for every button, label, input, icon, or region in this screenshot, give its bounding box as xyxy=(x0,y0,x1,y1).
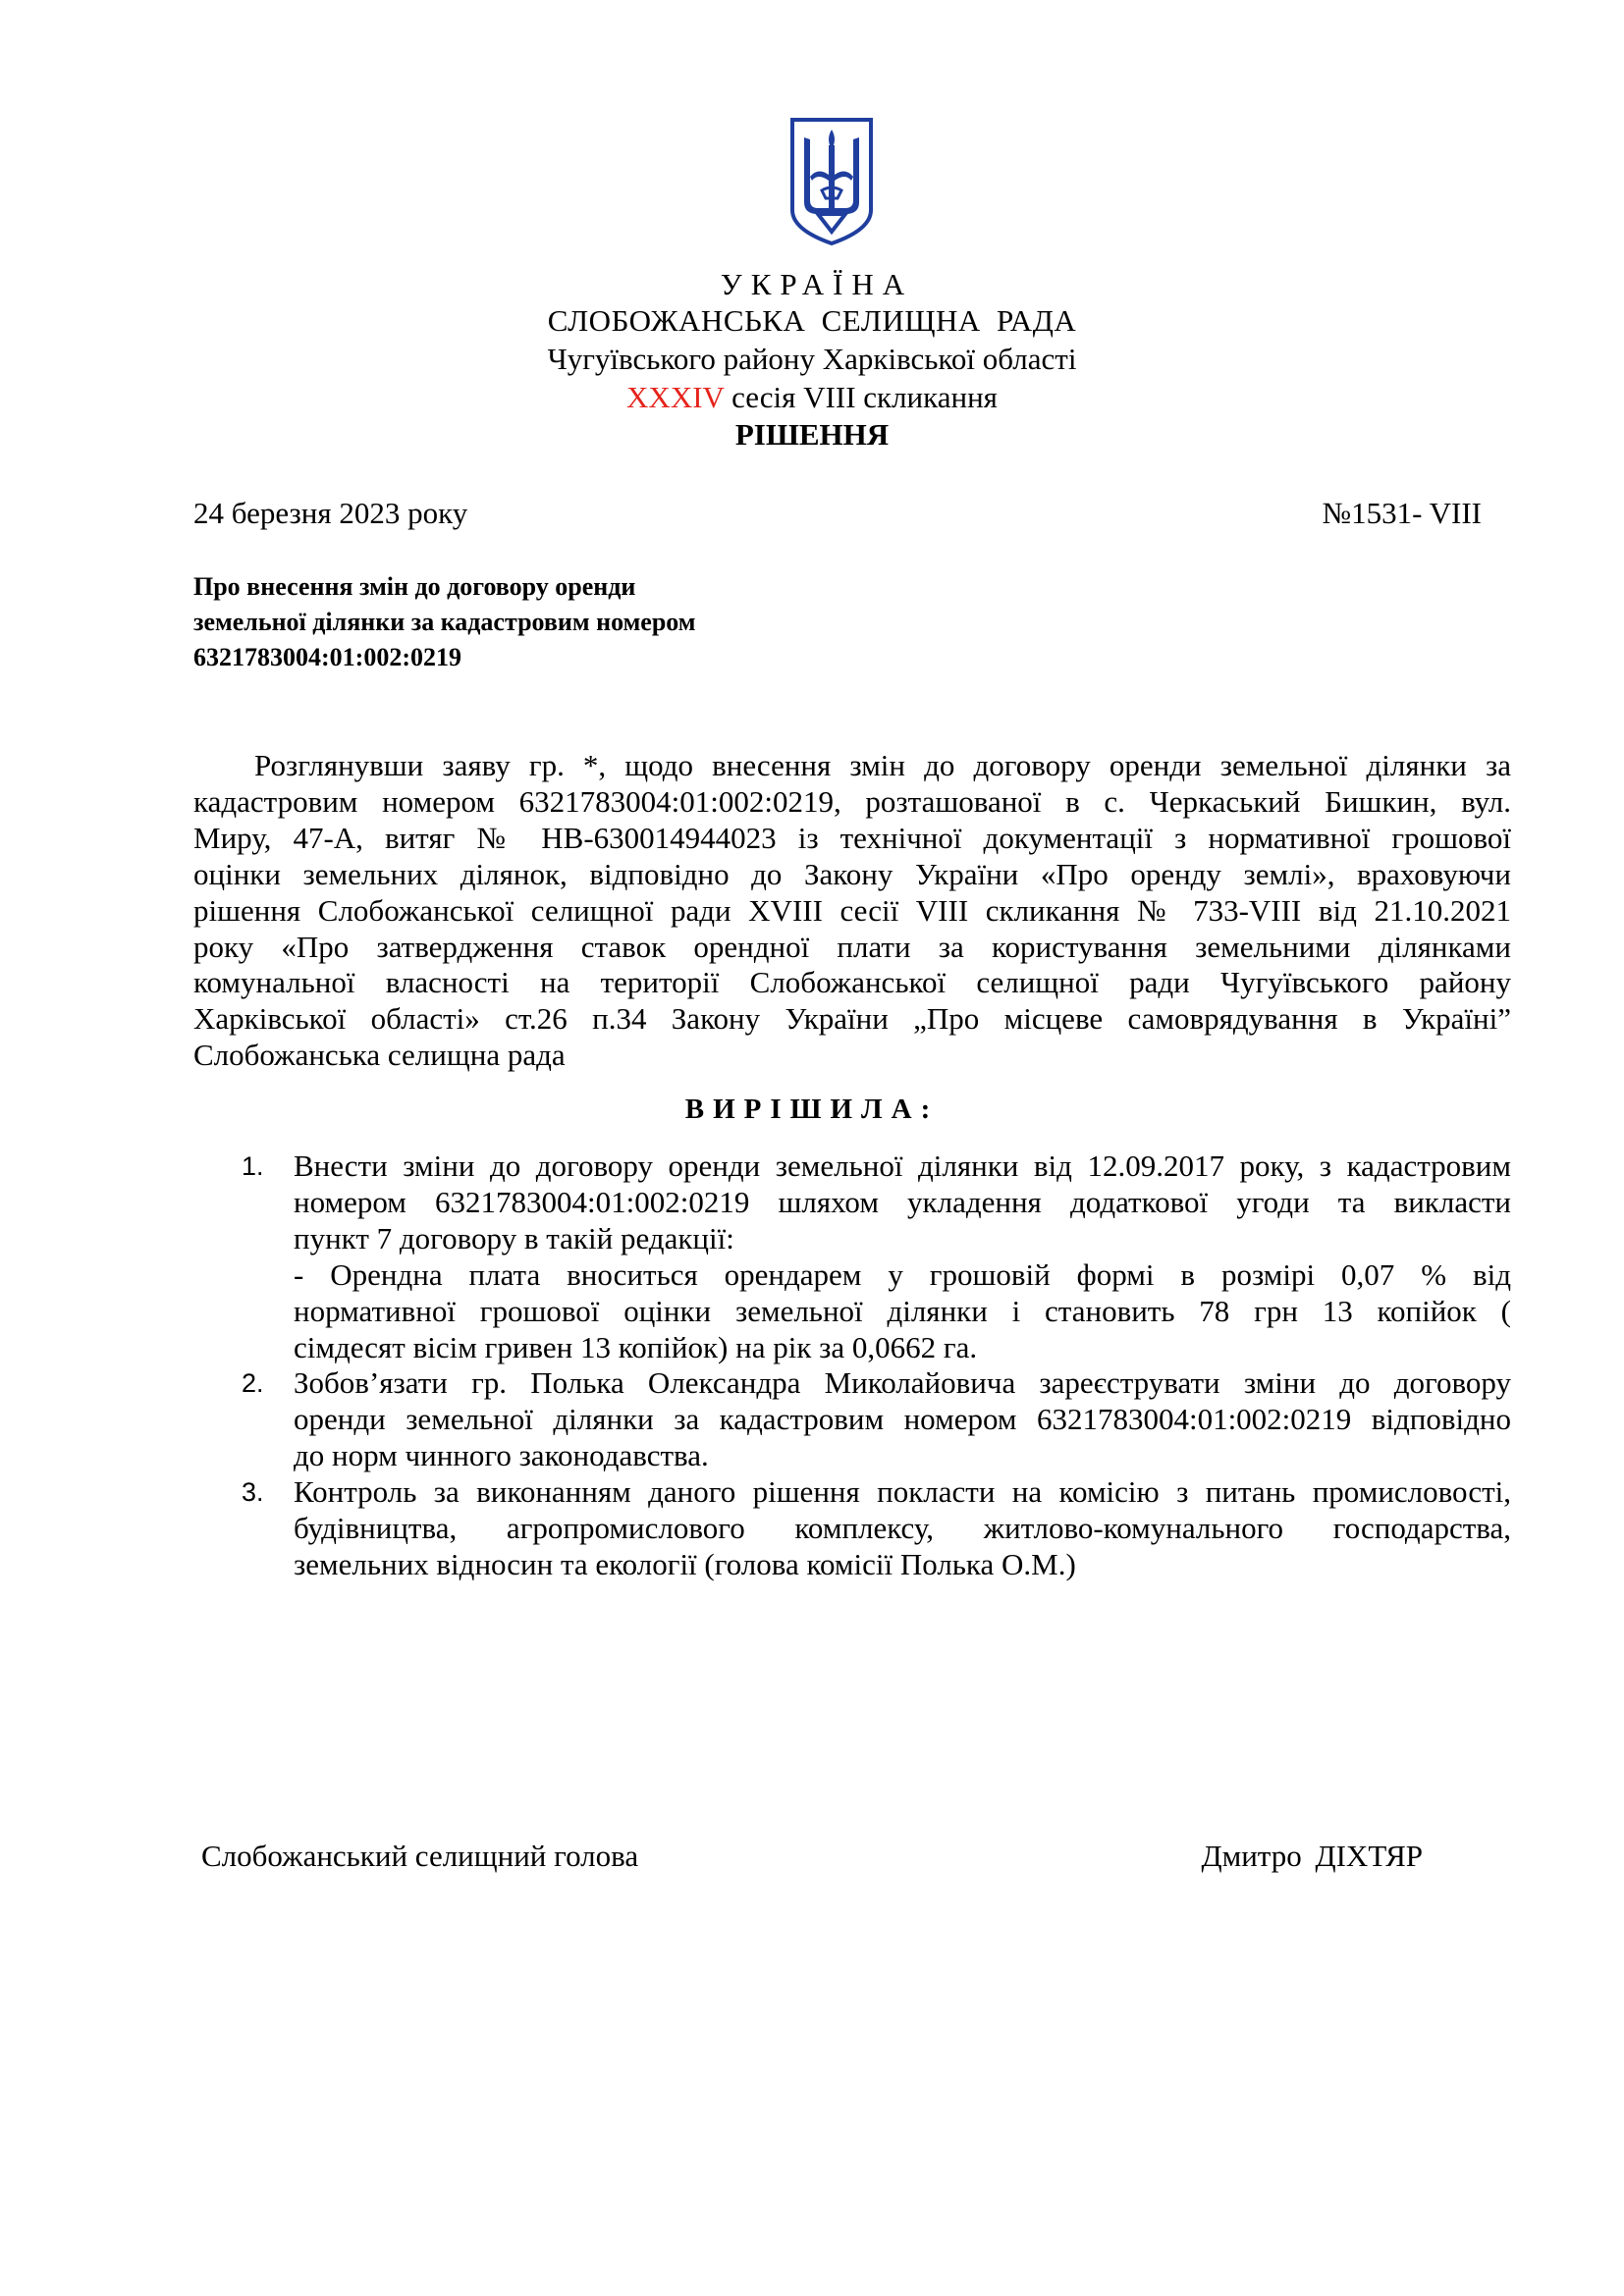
header-session xyxy=(0,380,1624,415)
preamble-line: року «Про затвердження ставок орендної плати за користування земельними ділянками xyxy=(193,929,1511,964)
preamble-line: оцінки земельних ділянок, відповідно до Закону України «Про оренду землі», враховуючи xyxy=(193,856,1511,891)
signature-title: Слобожанський селищний голова xyxy=(201,1839,639,1873)
item-line: Контроль за виконанням даного рішення покласти на комісію з питань промисловості, xyxy=(294,1474,1511,1510)
item-line: земельних відносин та екології (голова комісії Полька О.М.) xyxy=(294,1546,1076,1581)
item-line: будівництва, агропромислового комплексу, житлово-комунального господарства, xyxy=(294,1511,1511,1546)
preamble-line: Слобожанська селищна рада xyxy=(193,1038,566,1073)
item-line: Внести зміни до договору оренди земельної ділянки від 12.09.2017 року, з кадастровим xyxy=(294,1148,1511,1183)
subject-line: земельної ділянки за кадастровим номером xyxy=(193,608,696,636)
item-line: нормативної грошової оцінки земельної ділянки і становить 78 грн 13 копійок ( xyxy=(294,1293,1511,1328)
item-line: оренди земельної ділянки за кадастровим номером 6321783004:01:002:0219 відповідно xyxy=(294,1402,1511,1437)
decision-number: №1531- VIII xyxy=(1322,496,1482,530)
document-type-title: РІШЕННЯ xyxy=(734,417,890,452)
header-country: УКРАЇНА xyxy=(720,267,914,301)
preamble-line: комунальної власності на території Слобожанської селищної ради Чугуївського району xyxy=(193,965,1511,1000)
list-item xyxy=(242,1148,1511,1365)
list-item xyxy=(242,1365,1511,1474)
item-line: до норм чинного законодавства. xyxy=(294,1438,709,1473)
preamble-line: Миру, 47-А, витяг № НВ-630014944023 із технічної документації з нормативної грошової xyxy=(193,820,1511,855)
item-number: 3. xyxy=(242,1477,264,1508)
decision-items xyxy=(242,1148,1511,1583)
item-line: пункт 7 договору в такій редакції: xyxy=(294,1220,734,1255)
list-item xyxy=(242,1474,1511,1583)
item-number: 1. xyxy=(242,1151,264,1181)
session-number: XXXIV xyxy=(626,380,725,414)
decision-date: 24 березня 2023 року xyxy=(193,496,468,530)
subject-line: 6321783004:01:002:0219 xyxy=(193,643,461,671)
preamble-line: Розглянувши заяву гр. *, щодо внесення змін до договору оренди земельної ділянки за xyxy=(254,748,1511,782)
header-district: Чугуївського району Харківської області xyxy=(547,342,1077,376)
item-number: 2. xyxy=(242,1368,264,1399)
item-line: сімдесят вісім гривен 13 копійок) на рік за 0,0662 га. xyxy=(294,1329,978,1364)
decision-subject xyxy=(193,569,881,675)
resolved-heading: ВИРІШИЛА: xyxy=(684,1094,940,1125)
header-council: СЛОБОЖАНСЬКА СЕЛИЩНА РАДА xyxy=(547,303,1077,338)
session-text: сесія VIII скликання xyxy=(724,380,998,414)
item-line: Зобов’язати гр. Полька Олександра Миколайовича зареєструвати зміни до договору xyxy=(294,1365,1511,1401)
preamble-line: рішення Слобожанської селищної ради XVIII сесії VIII скликання № 733-VIII від 21.10.2021 xyxy=(193,892,1511,928)
signature-name: Дмитро ДІХТЯР xyxy=(1201,1839,1423,1873)
preamble-paragraph xyxy=(193,748,1511,1074)
item-line: - Орендна плата вноситься орендарем у грошовій формі в розмірі 0,07 % від xyxy=(294,1256,1511,1292)
item-line: номером 6321783004:01:002:0219 шляхом укладення додаткової угоди та викласти xyxy=(294,1184,1511,1219)
tryzub-emblem-icon xyxy=(788,116,875,247)
preamble-line: кадастровим номером 6321783004:01:002:0219, розташованої в с. Черкаський Бишкин, вул. xyxy=(193,783,1511,819)
subject-line: Про внесення змін до договору оренди xyxy=(193,572,636,601)
preamble-line: Харківської області» ст.26 п.34 Закону України „Про місцеве самоврядування в Україні” xyxy=(193,1001,1511,1037)
